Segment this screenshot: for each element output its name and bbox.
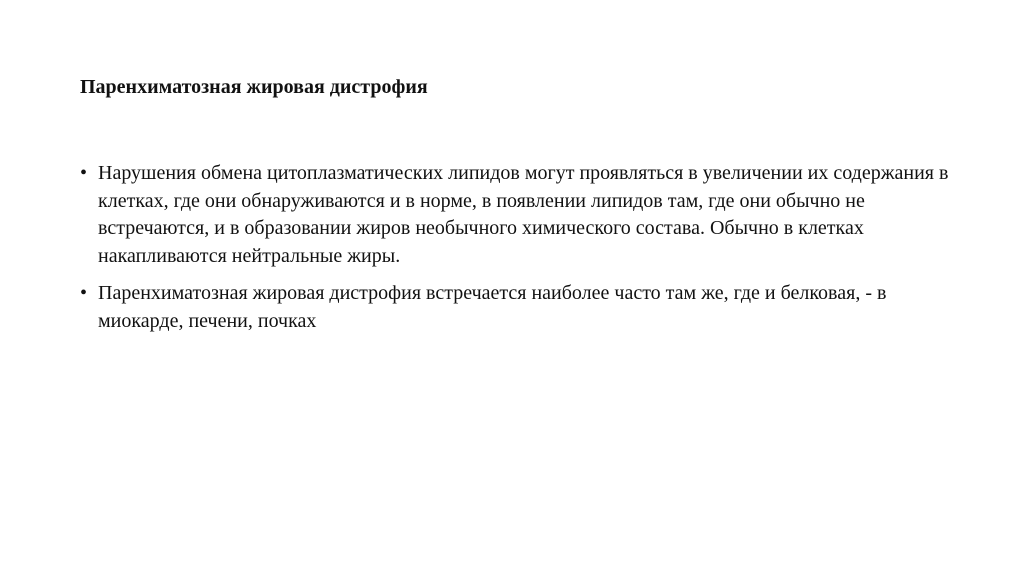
bullet-item xyxy=(80,280,960,335)
bullet-text: Паренхиматозная жировая дистрофия встречается наиболее часто там же, где и белковая, - в миокарде, печени, почках xyxy=(98,282,887,332)
bullet-item xyxy=(80,160,960,270)
bullet-icon: • xyxy=(80,282,88,305)
bullet-text: Нарушения обмена цитоплазматических липидов могут проявляться в увеличении их содержания в клетках, где они обнаруживаются и в норме, в появлении липидов там, где они обычно не встречаются, и в образовании жиров необычного химического состава. Обычно в клетках накапливаются нейтральные жиры. xyxy=(98,162,949,267)
bullet-list xyxy=(80,160,960,346)
bullet-icon: • xyxy=(80,162,88,184)
slide-title: Паренхиматозная жировая дистрофия xyxy=(80,76,428,98)
